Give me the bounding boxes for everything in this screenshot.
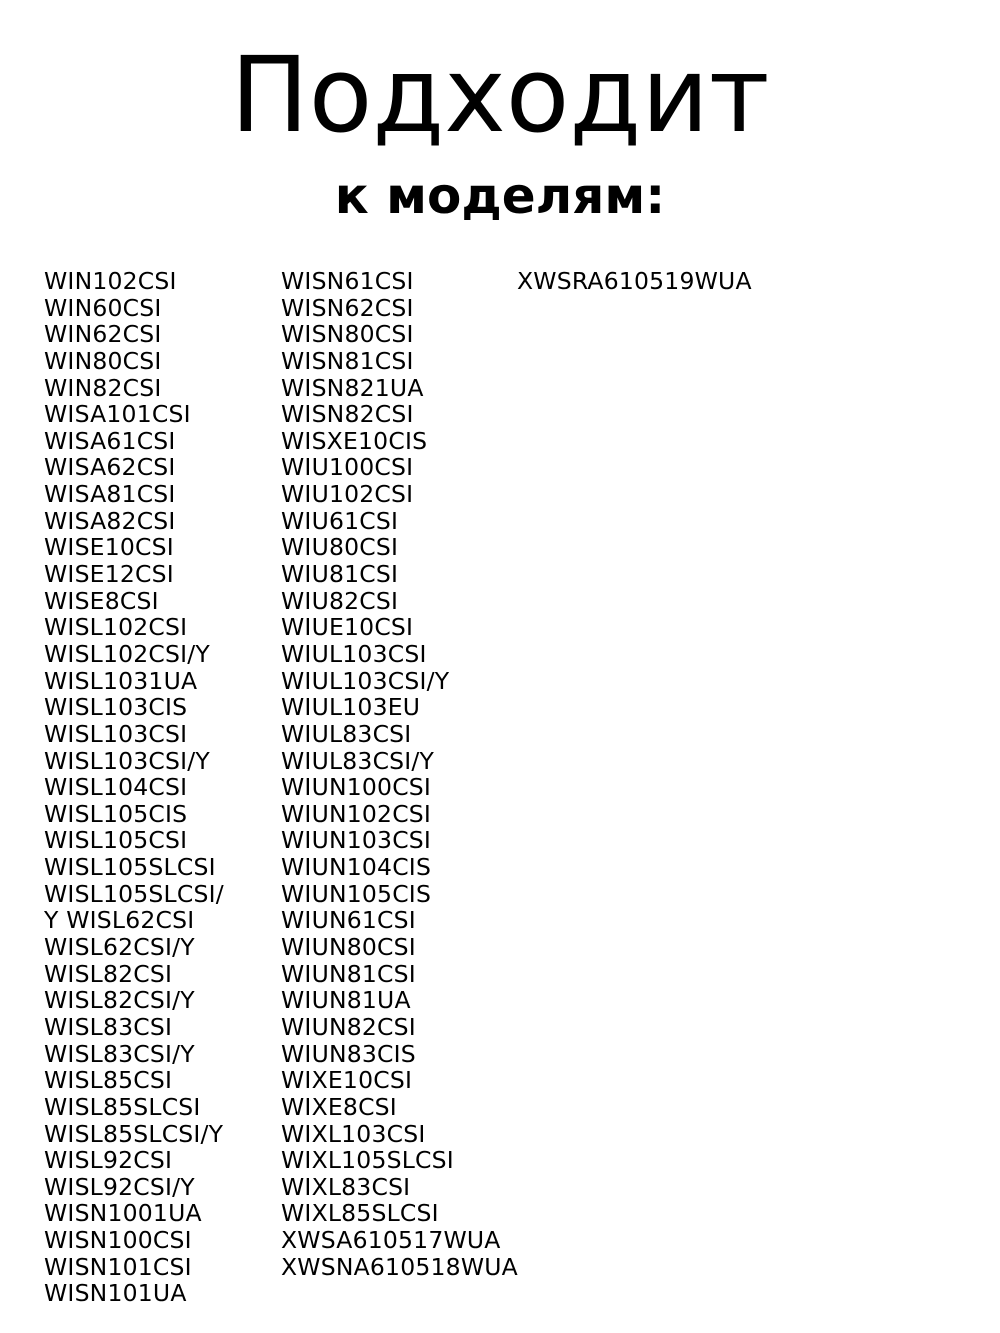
model-item: WISE12CSI bbox=[44, 560, 174, 589]
page-title: Подходит bbox=[230, 34, 770, 156]
model-item: WIXL83CSI bbox=[281, 1172, 411, 1201]
model-item: WISA61CSI bbox=[44, 426, 176, 455]
model-item: WISL85SLCSI bbox=[44, 1092, 201, 1121]
model-item: WIU61CSI bbox=[281, 506, 399, 535]
model-item: WIN62CSI bbox=[44, 320, 162, 349]
model-item: WIN60CSI bbox=[44, 293, 162, 322]
model-item: Y WISL62CSI bbox=[44, 906, 195, 935]
model-item: WISN101CSI bbox=[44, 1252, 192, 1281]
model-item: WISL62CSI/Y bbox=[44, 933, 195, 962]
model-item: WISE10CSI bbox=[44, 533, 174, 562]
model-item: WIU100CSI bbox=[281, 453, 414, 482]
model-item: WISL92CSI/Y bbox=[44, 1172, 195, 1201]
model-item: WISL103CSI/Y bbox=[44, 746, 210, 775]
model-item: WISL85CSI bbox=[44, 1066, 173, 1095]
model-item: WIXL85SLCSI bbox=[281, 1199, 439, 1228]
model-item: WIUL103EU bbox=[281, 693, 421, 722]
model-item: XWSRA610519WUA bbox=[517, 267, 752, 295]
page-subtitle: к моделям: bbox=[334, 167, 666, 225]
model-item: WIUN105CIS bbox=[281, 879, 432, 908]
model-item: XWSNA610518WUA bbox=[281, 1252, 518, 1281]
model-item: WISN100CSI bbox=[44, 1226, 192, 1255]
model-item: WIUL83CSI bbox=[281, 719, 412, 748]
model-item: WISA82CSI bbox=[44, 506, 176, 535]
model-item: WIUL83CSI/Y bbox=[281, 746, 435, 775]
model-item: WISL1031UA bbox=[44, 666, 198, 695]
model-item: WIXE10CSI bbox=[281, 1066, 413, 1095]
model-item: WISL83CSI bbox=[44, 1012, 173, 1041]
model-item: WIXE8CSI bbox=[281, 1092, 397, 1121]
model-item: WIN80CSI bbox=[44, 346, 162, 375]
model-list-column-1 bbox=[44, 268, 224, 1307]
model-item: WISN80CSI bbox=[281, 320, 414, 349]
model-item: WIU80CSI bbox=[281, 533, 399, 562]
model-item: WISA101CSI bbox=[44, 400, 191, 429]
model-item: WISL105SLCSI/ bbox=[44, 879, 224, 908]
model-item: WISL105CIS bbox=[44, 799, 188, 828]
model-item: WIUN83CIS bbox=[281, 1039, 416, 1068]
model-item: WISL103CIS bbox=[44, 693, 188, 722]
model-item: WISN101UA bbox=[44, 1279, 187, 1308]
model-item: WIUN102CSI bbox=[281, 799, 432, 828]
model-item: WISN82CSI bbox=[281, 400, 414, 429]
model-item: WISL83CSI/Y bbox=[44, 1039, 195, 1068]
model-item: WISN62CSI bbox=[281, 293, 414, 322]
model-item: WIN82CSI bbox=[44, 373, 162, 402]
model-item: WIXL103CSI bbox=[281, 1119, 426, 1148]
model-item: WIUN100CSI bbox=[281, 773, 432, 802]
model-item: WIU102CSI bbox=[281, 480, 414, 509]
model-item: WIUN61CSI bbox=[281, 906, 416, 935]
model-item: WISE8CSI bbox=[44, 586, 159, 615]
model-list-column-3 bbox=[517, 268, 752, 295]
model-item: WISL85SLCSI/Y bbox=[44, 1119, 224, 1148]
model-item: XWSA610517WUA bbox=[281, 1226, 501, 1255]
model-item: WIN102CSI bbox=[44, 267, 177, 295]
model-item: WISA62CSI bbox=[44, 453, 176, 482]
model-item: WIU81CSI bbox=[281, 560, 399, 589]
model-item: WISL92CSI bbox=[44, 1146, 173, 1175]
model-item: WISL102CSI/Y bbox=[44, 639, 210, 668]
model-item: WISXE10CIS bbox=[281, 426, 428, 455]
model-item: WISL102CSI bbox=[44, 613, 188, 642]
model-item: WISL105SLCSI bbox=[44, 853, 216, 882]
model-item: WISL103CSI bbox=[44, 719, 188, 748]
model-item: WIUL103CSI bbox=[281, 639, 427, 668]
model-item: WISN1001UA bbox=[44, 1199, 202, 1228]
model-item: WIUN103CSI bbox=[281, 826, 432, 855]
model-item: WISN821UA bbox=[281, 373, 424, 402]
model-item: WIUE10CSI bbox=[281, 613, 414, 642]
model-item: WISN61CSI bbox=[281, 267, 414, 295]
model-item: WIU82CSI bbox=[281, 586, 399, 615]
model-item: WISL105CSI bbox=[44, 826, 188, 855]
model-item: WISL82CSI bbox=[44, 959, 173, 988]
model-item: WIUN81UA bbox=[281, 986, 411, 1015]
model-list-column-2 bbox=[281, 268, 518, 1280]
model-item: WIUL103CSI/Y bbox=[281, 666, 450, 695]
model-item: WIUN82CSI bbox=[281, 1012, 416, 1041]
model-item: WIXL105SLCSI bbox=[281, 1146, 454, 1175]
model-item: WISA81CSI bbox=[44, 480, 176, 509]
model-item: WISN81CSI bbox=[281, 346, 414, 375]
model-item: WIUN81CSI bbox=[281, 959, 416, 988]
model-item: WISL82CSI/Y bbox=[44, 986, 195, 1015]
model-item: WISL104CSI bbox=[44, 773, 188, 802]
model-item: WIUN104CIS bbox=[281, 853, 432, 882]
model-item: WIUN80CSI bbox=[281, 933, 416, 962]
